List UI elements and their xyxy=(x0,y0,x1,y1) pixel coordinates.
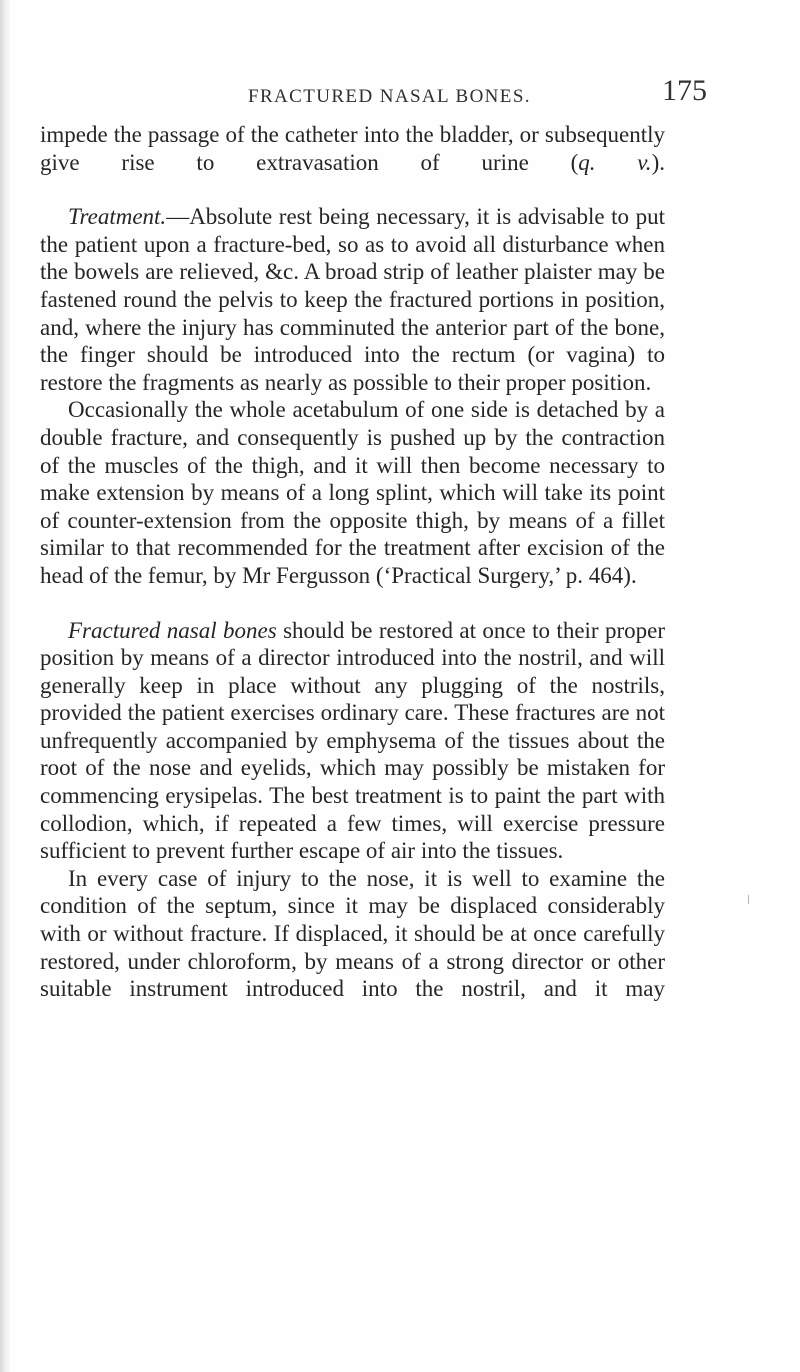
section-lead-nasal-bones: Fractured nasal bones xyxy=(68,617,277,643)
paragraph-nasal-bones xyxy=(40,617,665,865)
page-gutter-shadow xyxy=(0,0,10,1372)
running-header xyxy=(40,74,800,114)
paragraph-text: —Absolute rest being necessary, it is advisable to put the patient upon a fracture-bed, so as to avoid all disturbance when the bowels are relieved, &c. A broad strip of leather plaister may be fastened round the pelvis to keep the fractured portions in position, and, where the injury has comminuted the anterior part of the bone, the finger should be introduced into the rectum (or vagina) to restore the fragments as nearly as possible to their proper position. xyxy=(40,204,665,395)
paragraph-treatment xyxy=(40,203,665,396)
page-number: 175 xyxy=(662,74,707,107)
paragraph-septum: In every case of injury to the nose, it is well to examine the condition of the septum, since it may be displaced considerably with or without fracture. If displaced, it should be at once carefully restored, under chloroform, by means of a strong director or other suitable instrument introduced into the nostril, and it may xyxy=(40,865,665,1002)
paragraph-text: should be restored at once to their proper position by means of a director introduced into the nostril, and will generally keep in place without any plugging of the nostrils, provided the patient exercises ordinary care. These fractures are not unfrequently accompanied by emphysema of the tissues about the root of the nose and eyelids, which may possibly be mistaken for commencing erysipelas. The best treatment is to paint the part with collodion, which, if repeated a few times, will exercise pressure sufficient to prevent further escape of air into the tissues. xyxy=(40,617,665,864)
paragraph-text: impede the passage of the catheter into the bladder, or subsequently give rise to extravasation of urine ( xyxy=(40,122,665,175)
cross-reference: q. v. xyxy=(578,149,652,175)
paragraph-end: ). xyxy=(651,149,665,175)
body-text xyxy=(40,121,665,1003)
paragraph-continuation xyxy=(40,121,665,176)
section-lead-treatment: Treatment. xyxy=(68,204,167,230)
print-mark xyxy=(748,895,749,904)
running-title: FRACTURED NASAL BONES. xyxy=(248,86,531,107)
paragraph-acetabulum: Occasionally the whole acetabulum of one side is detached by a double fracture, and consequently is pushed up by the contraction of the muscles of the thigh, and it will then become necessary to make extension by means of a long splint, which will take its point of counter-extension from the opposite thigh, by means of a fillet similar to that recommended for the treatment after excision of the head of the femur, by Mr Fergusson (‘Practical Surgery,’ p. 464). xyxy=(40,397,665,588)
